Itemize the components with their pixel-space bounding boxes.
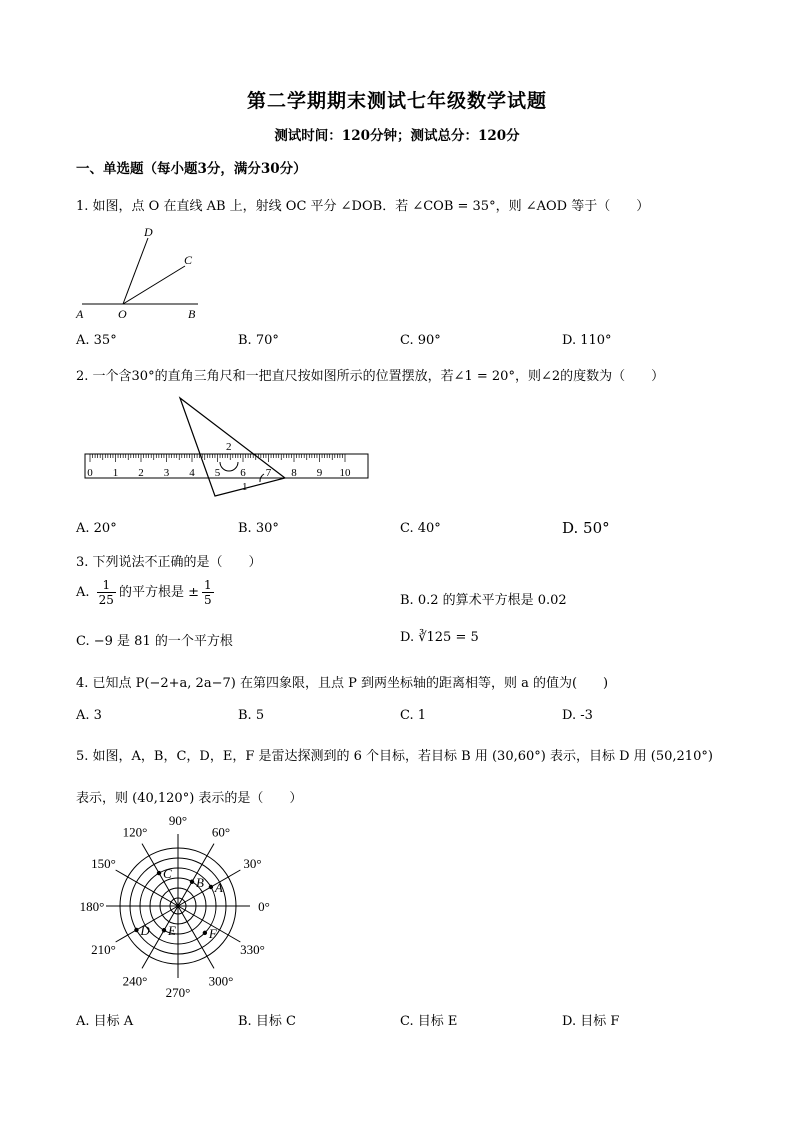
q2-option-c[interactable]: C. 40° bbox=[400, 521, 441, 536]
radar-target-point bbox=[203, 931, 207, 935]
q3-stem: 3. 下列说法不正确的是（ ） bbox=[76, 555, 262, 570]
q3-fraction-1-25 bbox=[97, 578, 116, 607]
ruler-tick-label: 3 bbox=[163, 467, 170, 479]
q1-option-d[interactable]: D. 110° bbox=[562, 333, 612, 348]
q1-label-O: O bbox=[118, 307, 127, 321]
q2-option-b[interactable]: B. 30° bbox=[238, 521, 279, 536]
q4-option-b[interactable]: B. 5 bbox=[238, 708, 265, 723]
ruler-tick-label: 7 bbox=[265, 467, 272, 479]
q1-stem: 1. 如图，点 O 在直线 AB 上，射线 OC 平分 ∠DOB．若 ∠COB = 35°，则 ∠AOD 等于（ ） bbox=[76, 199, 650, 214]
radar-angle-label: 300° bbox=[208, 973, 234, 989]
radar-angle-label: 120° bbox=[122, 824, 148, 840]
q1-label-B: B bbox=[188, 307, 196, 321]
ruler-tick-label: 5 bbox=[214, 467, 221, 479]
radar-angle-label: 180° bbox=[79, 899, 105, 914]
q3-option-c[interactable]: C. −9 是 81 的一个平方根 bbox=[76, 634, 233, 649]
radar-target-label: A bbox=[214, 880, 223, 895]
radar-target-label: E bbox=[168, 923, 176, 939]
ruler-tick-label: 0 bbox=[87, 467, 93, 479]
q2-angle-2: 2 bbox=[226, 441, 232, 453]
q5-option-b[interactable]: B. 目标 C bbox=[238, 1014, 296, 1029]
ruler-tick-label: 1 bbox=[112, 467, 119, 479]
q2-figure bbox=[80, 392, 375, 504]
radar-target-label: D bbox=[140, 923, 150, 938]
q4-stem: 4. 已知点 P(−2+a, 2a−7) 在第四象限，且点 P 到两坐标轴的距离相等，则 a 的值为( ) bbox=[76, 676, 609, 691]
radar-angle-label: 270° bbox=[165, 985, 191, 1000]
q2-option-a[interactable]: A. 20° bbox=[76, 521, 117, 536]
ruler-tick-label: 10 bbox=[339, 467, 351, 479]
radar-target-point bbox=[134, 928, 138, 932]
q2-angle-1: 1 bbox=[242, 481, 248, 493]
q5-option-a[interactable]: A. 目标 A bbox=[76, 1014, 134, 1029]
radar-target-point bbox=[209, 885, 213, 889]
radar-angle-label: 30° bbox=[243, 856, 262, 871]
q3-option-a-prefix: A. bbox=[76, 585, 90, 600]
q2-stem: 2. 一个含30°的直角三角尺和一把直尺按如图所示的位置摆放，若∠1 = 20°，则∠2的度数为（ ） bbox=[76, 369, 665, 384]
radar-angle-label: 210° bbox=[91, 942, 116, 957]
q5-stem-line2: 表示，则 (40,120°) 表示的是（ ） bbox=[76, 791, 303, 806]
q3-option-a-text: 的平方根是 ± bbox=[118, 585, 199, 600]
q5-option-d[interactable]: D. 目标 F bbox=[562, 1014, 620, 1029]
radar-target-point bbox=[190, 880, 194, 884]
ruler-tick-label: 8 bbox=[291, 467, 297, 479]
radar-target-point bbox=[157, 871, 161, 875]
q2-option-d[interactable]: D. 50° bbox=[562, 519, 610, 537]
radar-angle-label: 330° bbox=[240, 942, 265, 957]
ruler-tick-label: 6 bbox=[240, 467, 246, 479]
q3-option-b[interactable]: B. 0.2 的算术平方根是 0.02 bbox=[400, 593, 567, 608]
exam-info: 测试时间：120分钟；测试总分：120分 bbox=[274, 128, 520, 144]
q1-label-A: A bbox=[76, 307, 84, 321]
q3-option-a[interactable] bbox=[76, 578, 217, 607]
fraction-denominator: 25 bbox=[98, 593, 114, 607]
q1-label-C: C bbox=[184, 253, 193, 267]
q1-option-b[interactable]: B. 70° bbox=[238, 333, 279, 348]
radar-target-label: F bbox=[208, 925, 217, 941]
radar-angle-label: 0° bbox=[258, 899, 270, 914]
radar-angle-label: 150° bbox=[91, 856, 116, 871]
fraction-denominator: 5 bbox=[203, 593, 212, 607]
fraction-numerator: 1 bbox=[97, 578, 116, 593]
radar-target-label: B bbox=[196, 874, 204, 890]
fraction-numerator: 1 bbox=[203, 578, 212, 592]
page-title: 第二学期期末测试七年级数学试题 bbox=[246, 90, 547, 112]
radar-angle-label: 60° bbox=[211, 824, 231, 840]
radar-rings bbox=[106, 834, 250, 978]
q5-stem-line1: 5. 如图，A，B，C，D，E，F 是雷达探测到的 6 个目标，若目标 B 用 (30,60°) 表示，目标 D 用 (50,210°) bbox=[76, 749, 713, 764]
q4-option-c[interactable]: C. 1 bbox=[400, 708, 427, 723]
q1-option-a[interactable]: A. 35° bbox=[76, 333, 117, 348]
q3-fraction-1-5 bbox=[202, 578, 214, 607]
q5-option-c[interactable]: C. 目标 E bbox=[400, 1014, 458, 1029]
ruler-tick-label: 2 bbox=[138, 467, 144, 479]
radar-angle-label: 240° bbox=[122, 973, 148, 989]
radar-targets bbox=[134, 866, 223, 941]
radar-target-point bbox=[162, 928, 166, 932]
radar-angle-label: 90° bbox=[168, 813, 188, 828]
radar-target-label: C bbox=[163, 866, 172, 882]
q1-label-D: D bbox=[144, 225, 153, 239]
ruler-tick-label: 9 bbox=[316, 467, 323, 479]
q1-option-c[interactable]: C. 90° bbox=[400, 333, 441, 348]
q4-option-d[interactable]: D. -3 bbox=[562, 708, 593, 723]
q1-figure bbox=[70, 222, 210, 322]
q4-option-a[interactable]: A. 3 bbox=[76, 708, 102, 723]
ruler-tick-label: 4 bbox=[189, 467, 195, 479]
q3-option-d[interactable]: D. ∛125 = 5 bbox=[400, 630, 479, 645]
section-heading: 一、单选题（每小题3分，满分30分） bbox=[76, 161, 307, 177]
q5-radar-figure bbox=[72, 812, 282, 1002]
